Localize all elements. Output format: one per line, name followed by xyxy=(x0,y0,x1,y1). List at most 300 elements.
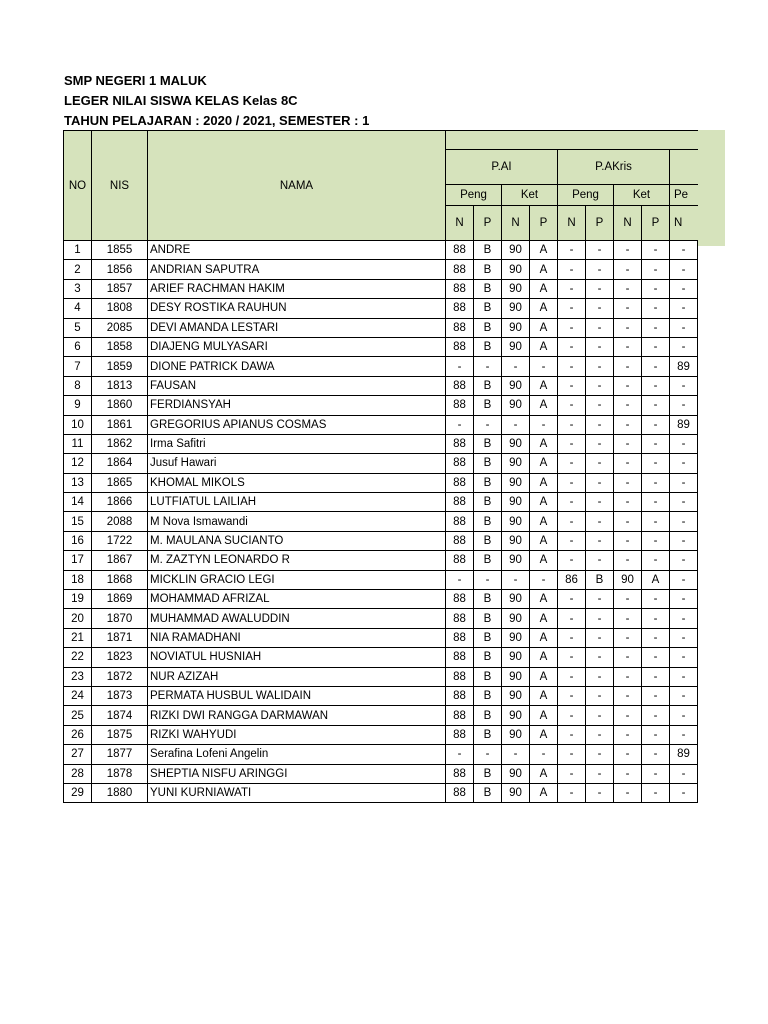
cell-grade: - xyxy=(558,648,586,667)
cell-grade: - xyxy=(586,357,614,376)
cell-grade: - xyxy=(474,415,502,434)
cell-grade: - xyxy=(614,628,642,647)
cell-nama: ANDRE xyxy=(148,241,446,260)
cell-grade: 90 xyxy=(502,667,530,686)
cell-grade: - xyxy=(642,318,670,337)
cell-nama: Serafina Lofeni Angelin xyxy=(148,745,446,764)
cell-grade: - xyxy=(586,396,614,415)
cell-grade: - xyxy=(614,241,642,260)
cell-grade: - xyxy=(558,706,586,725)
cell-nis: 1880 xyxy=(92,783,148,802)
cell-nis: 1873 xyxy=(92,686,148,705)
cell-grade: - xyxy=(642,415,670,434)
cell-grade: - xyxy=(614,667,642,686)
table-row xyxy=(64,551,698,570)
cell-grade: - xyxy=(558,725,586,744)
cell-nis: 1823 xyxy=(92,648,148,667)
cell-grade: - xyxy=(670,454,698,473)
cell-grade: - xyxy=(642,764,670,783)
cell-grade: A xyxy=(530,434,558,453)
cell-grade: - xyxy=(642,396,670,415)
table-row xyxy=(64,706,698,725)
cell-nis: 1862 xyxy=(92,434,148,453)
cell-grade: - xyxy=(614,551,642,570)
cell-grade: A xyxy=(530,590,558,609)
cell-nis: 1870 xyxy=(92,609,148,628)
cell-no: 23 xyxy=(64,667,92,686)
cell-grade: 90 xyxy=(502,706,530,725)
cell-grade: 90 xyxy=(502,279,530,298)
cell-nis: 1813 xyxy=(92,376,148,395)
header-n: N xyxy=(502,206,530,241)
cell-no: 15 xyxy=(64,512,92,531)
cell-grade: 88 xyxy=(446,590,474,609)
cell-no: 26 xyxy=(64,725,92,744)
cell-grade: 88 xyxy=(446,667,474,686)
cell-no: 14 xyxy=(64,493,92,512)
cell-grade: - xyxy=(670,376,698,395)
cell-grade: A xyxy=(530,609,558,628)
cell-grade: - xyxy=(614,609,642,628)
cell-grade: - xyxy=(586,551,614,570)
cell-grade: A xyxy=(530,337,558,356)
cell-grade: - xyxy=(558,531,586,550)
cell-nis: 1877 xyxy=(92,745,148,764)
cell-grade: B xyxy=(474,531,502,550)
header-n: N xyxy=(670,206,698,241)
cell-grade: - xyxy=(670,551,698,570)
cell-no: 13 xyxy=(64,473,92,492)
cell-grade: 88 xyxy=(446,434,474,453)
cell-grade: B xyxy=(586,570,614,589)
cell-grade: 88 xyxy=(446,648,474,667)
cell-grade: - xyxy=(670,686,698,705)
cell-nama: ARIEF RACHMAN HAKIM xyxy=(148,279,446,298)
cell-nama: M. MAULANA SUCIANTO xyxy=(148,531,446,550)
table-row xyxy=(64,357,698,376)
cell-grade: - xyxy=(530,570,558,589)
header-nis: NIS xyxy=(92,131,148,241)
cell-nis: 1858 xyxy=(92,337,148,356)
cell-no: 25 xyxy=(64,706,92,725)
cell-grade: - xyxy=(670,299,698,318)
cell-grade: - xyxy=(670,241,698,260)
cell-grade: B xyxy=(474,725,502,744)
cell-grade: 89 xyxy=(670,745,698,764)
cell-grade: B xyxy=(474,376,502,395)
cell-grade: - xyxy=(446,357,474,376)
cell-no: 1 xyxy=(64,241,92,260)
table-row xyxy=(64,609,698,628)
cell-grade: 90 xyxy=(502,396,530,415)
cell-grade: 90 xyxy=(502,260,530,279)
cell-nama: GREGORIUS APIANUS COSMAS xyxy=(148,415,446,434)
cell-no: 19 xyxy=(64,590,92,609)
cell-nama: NIA RAMADHANI xyxy=(148,628,446,647)
cell-nis: 1866 xyxy=(92,493,148,512)
cell-grade: - xyxy=(502,415,530,434)
cell-grade: - xyxy=(614,648,642,667)
cell-grade: 89 xyxy=(670,415,698,434)
cell-grade: - xyxy=(558,473,586,492)
table-row xyxy=(64,590,698,609)
cell-grade: - xyxy=(642,551,670,570)
cell-grade: - xyxy=(558,279,586,298)
cell-grade: - xyxy=(558,590,586,609)
cell-nis: 1865 xyxy=(92,473,148,492)
cell-nis: 2085 xyxy=(92,318,148,337)
cell-grade: - xyxy=(670,706,698,725)
cell-grade: B xyxy=(474,454,502,473)
cell-grade: - xyxy=(614,590,642,609)
cell-grade: - xyxy=(670,473,698,492)
cell-grade: - xyxy=(586,318,614,337)
cell-grade: A xyxy=(530,454,558,473)
cell-grade: B xyxy=(474,590,502,609)
cell-nama: FERDIANSYAH xyxy=(148,396,446,415)
cell-grade: - xyxy=(642,745,670,764)
cell-grade: B xyxy=(474,764,502,783)
cell-grade: 88 xyxy=(446,454,474,473)
cell-grade: - xyxy=(642,512,670,531)
cell-grade: - xyxy=(670,279,698,298)
cell-grade: - xyxy=(642,590,670,609)
table-row xyxy=(64,376,698,395)
cell-grade: 88 xyxy=(446,260,474,279)
cell-grade: - xyxy=(586,764,614,783)
cell-grade: - xyxy=(530,357,558,376)
cell-grade: A xyxy=(530,725,558,744)
cell-grade: 90 xyxy=(502,686,530,705)
cell-nama: M Nova Ismawandi xyxy=(148,512,446,531)
cell-grade: B xyxy=(474,512,502,531)
cell-no: 21 xyxy=(64,628,92,647)
header-peng: Peng xyxy=(558,185,614,206)
cell-grade: - xyxy=(642,531,670,550)
cell-grade: B xyxy=(474,318,502,337)
cell-grade: - xyxy=(614,686,642,705)
cell-no: 28 xyxy=(64,764,92,783)
cell-grade: A xyxy=(530,318,558,337)
school-name: SMP NEGERI 1 MALUK xyxy=(64,73,207,88)
cell-grade: - xyxy=(474,357,502,376)
cell-grade: - xyxy=(614,454,642,473)
cell-nama: KHOMAL MIKOLS xyxy=(148,473,446,492)
cell-grade: - xyxy=(502,357,530,376)
header-peng: Peng xyxy=(446,185,502,206)
table-row xyxy=(64,531,698,550)
cell-grade: - xyxy=(502,745,530,764)
cell-grade: - xyxy=(586,686,614,705)
cell-grade: - xyxy=(586,648,614,667)
cell-grade: 90 xyxy=(502,783,530,802)
cell-grade: 88 xyxy=(446,396,474,415)
cell-no: 7 xyxy=(64,357,92,376)
cell-no: 17 xyxy=(64,551,92,570)
cell-grade: - xyxy=(642,493,670,512)
cell-grade: - xyxy=(586,783,614,802)
cell-grade: - xyxy=(670,628,698,647)
cell-grade: - xyxy=(586,725,614,744)
table-row xyxy=(64,260,698,279)
cell-grade: A xyxy=(530,493,558,512)
cell-grade: - xyxy=(558,745,586,764)
cell-grade: 88 xyxy=(446,241,474,260)
cell-grade: A xyxy=(530,376,558,395)
cell-no: 8 xyxy=(64,376,92,395)
cell-no: 6 xyxy=(64,337,92,356)
cell-grade: 88 xyxy=(446,706,474,725)
cell-grade: - xyxy=(586,241,614,260)
table-row xyxy=(64,648,698,667)
cell-grade: - xyxy=(586,376,614,395)
cell-grade: - xyxy=(558,396,586,415)
table-row xyxy=(64,512,698,531)
cell-grade: - xyxy=(586,260,614,279)
header-n: N xyxy=(558,206,586,241)
cell-grade: A xyxy=(530,551,558,570)
cell-grade: B xyxy=(474,667,502,686)
cell-grade: - xyxy=(670,783,698,802)
table-row xyxy=(64,299,698,318)
table-row xyxy=(64,241,698,260)
cell-nama: MOHAMMAD AFRIZAL xyxy=(148,590,446,609)
cell-grade: - xyxy=(558,667,586,686)
cell-nis: 1874 xyxy=(92,706,148,725)
cell-grade: 88 xyxy=(446,337,474,356)
cell-grade: A xyxy=(530,241,558,260)
cell-grade: - xyxy=(586,415,614,434)
cell-grade: 90 xyxy=(502,318,530,337)
cell-nis: 1856 xyxy=(92,260,148,279)
cell-nis: 1875 xyxy=(92,725,148,744)
table-row xyxy=(64,396,698,415)
cell-grade: - xyxy=(446,415,474,434)
header-p: P xyxy=(474,206,502,241)
cell-grade: - xyxy=(558,357,586,376)
cell-grade: B xyxy=(474,706,502,725)
cell-nama: DEVI AMANDA LESTARI xyxy=(148,318,446,337)
cell-grade: - xyxy=(614,493,642,512)
cell-grade: - xyxy=(614,473,642,492)
header-n: N xyxy=(614,206,642,241)
cell-nis: 1860 xyxy=(92,396,148,415)
table-row xyxy=(64,473,698,492)
cell-nama: RIZKI WAHYUDI xyxy=(148,725,446,744)
cell-nama: RIZKI DWI RANGGA DARMAWAN xyxy=(148,706,446,725)
cell-grade: - xyxy=(614,376,642,395)
table-row xyxy=(64,454,698,473)
cell-grade: - xyxy=(642,357,670,376)
cell-grade: - xyxy=(614,337,642,356)
cell-grade: - xyxy=(642,686,670,705)
cell-grade: B xyxy=(474,473,502,492)
cell-grade: - xyxy=(586,706,614,725)
cell-grade: A xyxy=(530,512,558,531)
cell-no: 2 xyxy=(64,260,92,279)
cell-grade: 88 xyxy=(446,493,474,512)
cell-grade: 90 xyxy=(502,590,530,609)
cell-grade: - xyxy=(558,318,586,337)
cell-nis: 1857 xyxy=(92,279,148,298)
cell-grade: 88 xyxy=(446,764,474,783)
cell-grade: - xyxy=(642,279,670,298)
grade-ledger-table xyxy=(63,130,698,803)
cell-grade: - xyxy=(670,648,698,667)
cell-grade: 88 xyxy=(446,279,474,298)
cell-grade: A xyxy=(530,764,558,783)
cell-grade: 90 xyxy=(502,628,530,647)
cell-grade: 90 xyxy=(502,241,530,260)
cell-grade: 90 xyxy=(502,764,530,783)
cell-grade: - xyxy=(670,512,698,531)
cell-grade: B xyxy=(474,434,502,453)
table-row xyxy=(64,493,698,512)
header-n: N xyxy=(446,206,474,241)
cell-no: 9 xyxy=(64,396,92,415)
cell-nama: FAUSAN xyxy=(148,376,446,395)
cell-nis: 1861 xyxy=(92,415,148,434)
table-row xyxy=(64,415,698,434)
cell-grade: A xyxy=(530,706,558,725)
header-subject-pai: P.AI xyxy=(446,150,558,185)
cell-grade: - xyxy=(670,570,698,589)
header-fill-extension xyxy=(697,130,725,246)
cell-grade: - xyxy=(586,454,614,473)
cell-grade: B xyxy=(474,551,502,570)
cell-grade: 90 xyxy=(502,337,530,356)
cell-grade: A xyxy=(642,570,670,589)
cell-grade: A xyxy=(530,473,558,492)
cell-grade: - xyxy=(670,337,698,356)
cell-grade: 90 xyxy=(614,570,642,589)
cell-grade: B xyxy=(474,299,502,318)
cell-no: 3 xyxy=(64,279,92,298)
cell-grade: B xyxy=(474,686,502,705)
cell-grade: A xyxy=(530,648,558,667)
cell-grade: - xyxy=(642,299,670,318)
cell-grade: 90 xyxy=(502,648,530,667)
cell-grade: - xyxy=(642,648,670,667)
cell-grade: - xyxy=(614,260,642,279)
cell-nama: PERMATA HUSBUL WALIDAIN xyxy=(148,686,446,705)
cell-grade: 88 xyxy=(446,531,474,550)
table-row xyxy=(64,570,698,589)
cell-nama: ANDRIAN SAPUTRA xyxy=(148,260,446,279)
cell-nis: 1868 xyxy=(92,570,148,589)
cell-grade: - xyxy=(642,783,670,802)
cell-grade: - xyxy=(558,299,586,318)
cell-nis: 2088 xyxy=(92,512,148,531)
header-no: NO xyxy=(64,131,92,241)
cell-grade: - xyxy=(670,609,698,628)
cell-grade: A xyxy=(530,667,558,686)
cell-grade: 88 xyxy=(446,473,474,492)
cell-grade: 90 xyxy=(502,493,530,512)
cell-grade: - xyxy=(558,493,586,512)
cell-grade: - xyxy=(614,725,642,744)
document-header xyxy=(64,71,369,131)
header-p: P xyxy=(530,206,558,241)
header-subject-pakris: P.AKris xyxy=(558,150,670,185)
cell-grade: 86 xyxy=(558,570,586,589)
cell-grade: 90 xyxy=(502,454,530,473)
cell-nis: 1722 xyxy=(92,531,148,550)
cell-grade: 88 xyxy=(446,725,474,744)
cell-grade: 90 xyxy=(502,609,530,628)
cell-nama: MICKLIN GRACIO LEGI xyxy=(148,570,446,589)
cell-nama: MUHAMMAD AWALUDDIN xyxy=(148,609,446,628)
cell-no: 22 xyxy=(64,648,92,667)
cell-grade: B xyxy=(474,783,502,802)
cell-grade: - xyxy=(586,337,614,356)
cell-no: 20 xyxy=(64,609,92,628)
cell-nis: 1855 xyxy=(92,241,148,260)
cell-grade: A xyxy=(530,279,558,298)
cell-grade: - xyxy=(642,260,670,279)
cell-grade: - xyxy=(446,570,474,589)
cell-grade: 88 xyxy=(446,628,474,647)
table-header xyxy=(64,131,698,241)
cell-grade: - xyxy=(558,783,586,802)
table-row xyxy=(64,628,698,647)
cell-grade: - xyxy=(670,318,698,337)
cell-grade: - xyxy=(586,667,614,686)
cell-grade: - xyxy=(586,434,614,453)
cell-grade: - xyxy=(642,706,670,725)
cell-nis: 1867 xyxy=(92,551,148,570)
cell-grade: 88 xyxy=(446,512,474,531)
cell-grade: - xyxy=(474,570,502,589)
cell-grade: - xyxy=(474,745,502,764)
cell-grade: - xyxy=(558,434,586,453)
cell-nama: YUNI KURNIAWATI xyxy=(148,783,446,802)
cell-grade: - xyxy=(670,396,698,415)
cell-grade: - xyxy=(614,357,642,376)
cell-grade: - xyxy=(558,337,586,356)
cell-grade: 88 xyxy=(446,299,474,318)
cell-grade: A xyxy=(530,628,558,647)
cell-no: 16 xyxy=(64,531,92,550)
cell-grade: - xyxy=(642,473,670,492)
cell-grade: - xyxy=(530,745,558,764)
cell-no: 10 xyxy=(64,415,92,434)
cell-nama: DESY ROSTIKA RAUHUN xyxy=(148,299,446,318)
cell-grade: A xyxy=(530,531,558,550)
cell-grade: - xyxy=(614,745,642,764)
cell-grade: - xyxy=(642,434,670,453)
cell-grade: - xyxy=(558,764,586,783)
cell-grade: A xyxy=(530,783,558,802)
cell-grade: 90 xyxy=(502,376,530,395)
cell-no: 4 xyxy=(64,299,92,318)
cell-grade: - xyxy=(614,764,642,783)
cell-grade: - xyxy=(586,473,614,492)
cell-grade: - xyxy=(586,299,614,318)
cell-no: 12 xyxy=(64,454,92,473)
cell-grade: - xyxy=(670,667,698,686)
cell-grade: - xyxy=(586,628,614,647)
cell-grade: - xyxy=(642,725,670,744)
cell-grade: 88 xyxy=(446,609,474,628)
cell-nis: 1864 xyxy=(92,454,148,473)
cell-grade: A xyxy=(530,396,558,415)
header-nama: NAMA xyxy=(148,131,446,241)
cell-grade: B xyxy=(474,260,502,279)
cell-grade: 88 xyxy=(446,551,474,570)
cell-grade: 88 xyxy=(446,686,474,705)
cell-grade: 90 xyxy=(502,725,530,744)
